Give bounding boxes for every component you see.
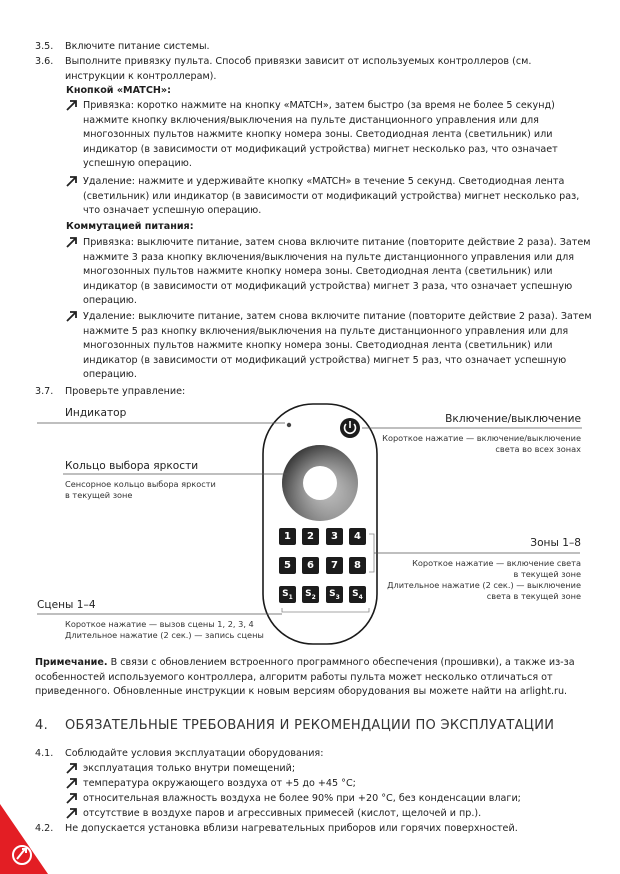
note-label: Примечание. <box>35 657 108 668</box>
note-text: В связи с обновлением встроенного программного обеспечения (прошивки), а также из-за особенностей используемого контроллера, алгоритм работы пульта может несколько отличаться от приведенного. Обновленные инструкции к новым версиям оборудования вы можете найти на arlight.ru. <box>35 657 575 698</box>
step-number: 3.5. <box>35 41 54 52</box>
power-heading: Коммутацией питания: <box>66 221 194 232</box>
power-label: Включение/выключение <box>445 413 581 425</box>
indicator-led <box>287 423 291 427</box>
step-text: Соблюдайте условия эксплуатации оборудования: <box>65 748 324 759</box>
zone-key-1[interactable]: 1 <box>279 528 296 545</box>
arrow-icon <box>66 807 78 819</box>
step-text: Включите питание системы. <box>65 41 210 52</box>
indicator-label: Индикатор <box>65 407 127 419</box>
scenes-desc-1: Короткое нажатие — вызов сцены 1, 2, 3, 4 <box>65 619 254 629</box>
zones-desc-1: Короткое нажатие — включение света <box>412 558 581 568</box>
ring-label: Кольцо выбора яркости <box>65 460 199 472</box>
zone-key-6[interactable]: 6 <box>302 557 319 574</box>
step-number: 4.1. <box>35 748 54 759</box>
match-item-text: Удаление: нажмите и удерживайте кнопку «MATCH» в течение 5 секунд. Светодиодная лента (светильник) или индикатор (в зависимости от модификаций устройства) мигнет несколько раз, что означает успешную операцию. <box>83 176 580 217</box>
arrow-icon <box>66 792 78 804</box>
step-number: 3.7. <box>35 386 54 397</box>
arrow-icon <box>66 762 78 774</box>
zone-key-8[interactable]: 8 <box>349 557 366 574</box>
zones-desc-4: света в текущей зоне <box>486 591 581 601</box>
zone-key-4[interactable]: 4 <box>349 528 366 545</box>
scenes-label: Сцены 1–4 <box>37 599 96 611</box>
condition-text: температура окружающего воздуха от +5 до +45 °С; <box>83 778 356 789</box>
match-heading: Кнопкой «MATCH»: <box>66 85 171 96</box>
brand-logo-icon <box>0 804 48 874</box>
arrow-icon <box>66 777 78 789</box>
power-desc-1: Короткое нажатие — включение/выключение <box>382 433 581 443</box>
scene-key-3[interactable]: $S_3$ <box>326 586 343 603</box>
brightness-ring-center <box>303 466 337 500</box>
condition-text: эксплуатация только внутри помещений; <box>83 763 296 774</box>
step-text: Выполните привязку пульта. Способ привязки зависит от используемых контроллеров (см. инструкции к контроллерам). <box>65 56 532 82</box>
section-title: ОБЯЗАТЕЛЬНЫЕ ТРЕБОВАНИЯ И РЕКОМЕНДАЦИИ ПО ЭКСПЛУАТАЦИИ <box>65 718 555 733</box>
ring-desc-1: Сенсорное кольцо выбора яркости <box>65 479 216 489</box>
scene-key-4[interactable]: $S_4$ <box>349 586 366 603</box>
power-item-text: Удаление: выключите питание, затем снова включите питание (повторите действие 2 раза). Затем нажмите 5 раз кнопку включения/выключения на пульте дистанционного управления или для многозонных пультов нажмите кнопку номера зоны. Светодиодная лента (светильник) или индикатор (в зависимости от модификаций устройства) мигнет 5 раз, что означает успешную операцию. <box>83 311 592 381</box>
zones-desc-2: в текущей зоне <box>513 569 581 579</box>
zones-label: Зоны 1–8 <box>530 537 581 549</box>
zone-key-5[interactable]: 5 <box>279 557 296 574</box>
ring-desc-2: в текущей зоне <box>65 490 133 500</box>
section-number: 4. <box>35 718 49 733</box>
zones-desc-3: Длительное нажатие (2 сек.) — выключение <box>387 580 581 590</box>
scene-key-1[interactable]: $S_1$ <box>279 586 296 603</box>
condition-text: относительная влажность воздуха не более 90% при +20 °С, без конденсации влаги; <box>83 793 521 804</box>
note-paragraph <box>35 656 597 700</box>
zone-key-2[interactable]: 2 <box>302 528 319 545</box>
power-item-text: Привязка: выключите питание, затем снова включите питание (повторите действие 2 раза). Затем нажмите 3 раза кнопку включения/выключения на пульте дистанционного управления или для многозонных пультов нажмите кнопку номера зоны. Светодиодная лента (светильник) или индикатор (в зависимости от модификаций устройства) мигнет 3 раза, что означает успешную операцию. <box>83 237 591 307</box>
condition-item <box>66 762 596 777</box>
match-item-text: Привязка: коротко нажмите на кнопку «MATCH», затем быстро (за время не более 5 секунд) нажмите кнопку включения/выключения на пульте дистанционного управления или для многозонных пультов нажмите кнопку номера зоны. Светодиодная лента (светильник) или индикатор (в зависимости от модификаций устройства) мигнет несколько раз, что означает успешную операцию. <box>83 100 558 170</box>
zone-key-7[interactable]: 7 <box>326 557 343 574</box>
remote-body <box>263 404 377 644</box>
power-desc-2: света во всех зонах <box>495 444 581 454</box>
step-text: Не допускается установка вблизи нагревательных приборов или горячих поверхностей. <box>65 823 518 834</box>
condition-item <box>66 777 596 792</box>
zone-key-3[interactable]: 3 <box>326 528 343 545</box>
condition-item <box>66 792 596 807</box>
condition-item <box>66 807 596 822</box>
step-number: 3.6. <box>35 56 54 67</box>
step-text: Проверьте управление: <box>65 386 186 397</box>
step-number: 4.2. <box>35 823 54 834</box>
condition-text: отсутствие в воздухе паров и агрессивных примесей (кислот, щелочей и пр.). <box>83 808 482 819</box>
scene-key-2[interactable]: $S_2$ <box>302 586 319 603</box>
scenes-desc-2: Длительное нажатие (2 сек.) — запись сцены <box>65 630 264 640</box>
